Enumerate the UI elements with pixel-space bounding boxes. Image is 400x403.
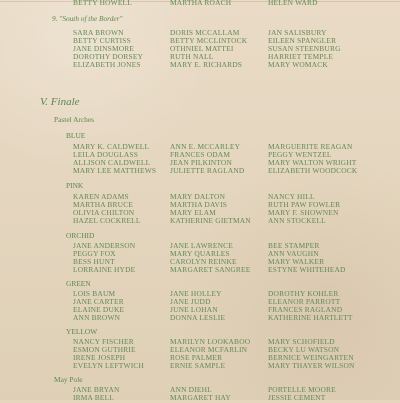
name-cell: ROSE PALMER xyxy=(170,353,223,362)
name-cell: KAREN ADAMS xyxy=(73,192,129,201)
name-cell: ERNIE SAMPLE xyxy=(170,361,226,370)
name-cell: ANN E. MCCARLEY xyxy=(170,142,241,151)
table-row xyxy=(0,265,400,275)
name-cell: MARY WALTON WRIGHT xyxy=(268,158,357,167)
name-cell: PEGGY WENTZEL xyxy=(268,150,332,159)
group-title-blue: BLUE xyxy=(66,131,86,140)
name-cell: LEILA DOUGLASS xyxy=(73,150,139,159)
finale-title: V. Finale xyxy=(40,96,80,108)
name-cell: ALLISON CALDWELL xyxy=(73,158,151,167)
name-cell: FRANCES ODAM xyxy=(170,150,231,159)
name-cell: BEE STAMPER xyxy=(268,241,320,250)
name-cell: JUNE LOHAN xyxy=(170,305,218,314)
name-cell: BECKY LU WATSON xyxy=(268,345,340,354)
table-row xyxy=(0,60,400,70)
name-cell: ELAINE DUKE xyxy=(73,305,125,314)
name-cell: NANCY HILL xyxy=(268,192,315,201)
name-cell: MARY F. SHOWNEN xyxy=(268,208,339,217)
name-cell: DOROTHY KOHLER xyxy=(268,289,339,298)
name-cell: RUTH NALL xyxy=(170,52,214,61)
name-cell: OLIVIA CHILTON xyxy=(73,208,135,217)
name-cell: MARTHA BRUCE xyxy=(73,200,134,209)
name-cell: LOIS BAUM xyxy=(73,289,116,298)
group-title-green: GREEN xyxy=(66,279,91,288)
name-cell: BESS HUNT xyxy=(73,257,115,266)
name-cell: JANE BRYAN xyxy=(73,385,120,394)
name-cell: MARTHA DAVIS xyxy=(170,200,228,209)
name-cell: BETTY MCCLINTOCK xyxy=(170,36,248,45)
name-cell: HELEN WARD xyxy=(268,0,318,7)
name-cell: MARY WOMACK xyxy=(268,60,328,69)
name-cell: MARY THAYER WILSON xyxy=(268,361,355,370)
finale-subtitle: Pastel Arches xyxy=(54,115,95,124)
name-cell: BETTY CURTISS xyxy=(73,36,131,45)
name-cell: DOROTHY DORSEY xyxy=(73,52,144,61)
name-cell: JAN SALISBURY xyxy=(268,28,327,37)
table-row xyxy=(0,393,400,403)
group-title-pink: PINK xyxy=(66,181,84,190)
section-title: 9. "South of the Border" xyxy=(52,14,123,23)
name-cell: ANN BROWN xyxy=(73,313,121,322)
name-cell: FRANCES RAGLAND xyxy=(268,305,343,314)
name-cell: SUSAN STEENBURG xyxy=(268,44,341,53)
name-cell: ESTYNE WHITEHEAD xyxy=(268,265,346,274)
name-cell: MARY E. RICHARDS xyxy=(170,60,243,69)
name-cell: DONNA LESLIE xyxy=(170,313,226,322)
name-cell: EVELYN LEFTWICH xyxy=(73,361,145,370)
name-cell: JANE HOLLEY xyxy=(170,289,222,298)
name-cell: JANE LAWRENCE xyxy=(170,241,233,250)
name-cell: KATHERINE HARTLETT xyxy=(268,313,353,322)
name-cell: NANCY FISCHER xyxy=(73,337,134,346)
name-cell: JESSIE CEMENT xyxy=(268,393,326,402)
name-cell: MARY WALKER xyxy=(268,257,325,266)
name-cell: MARGARET HAY xyxy=(170,393,231,402)
name-cell: JEAN PILKINTON xyxy=(170,158,232,167)
name-cell: MARILYN LOOKABOO xyxy=(170,337,251,346)
name-cell: MARY ELAM xyxy=(170,208,217,217)
name-cell: ANN DIEHL xyxy=(170,385,212,394)
name-cell: EILEEN SPANGLER xyxy=(268,36,337,45)
maypole-title: May Pole xyxy=(54,375,83,384)
name-cell: MARTHA ROACH xyxy=(170,0,232,7)
table-row xyxy=(0,361,400,371)
name-cell: SARA BROWN xyxy=(73,28,124,37)
name-cell: CAROLYN REINKE xyxy=(170,257,237,266)
name-cell: HAZEL COCKRELL xyxy=(73,216,141,225)
name-cell: ELIZABETH WOODCOCK xyxy=(268,166,358,175)
name-cell: ELEANOR PARROTT xyxy=(268,297,341,306)
name-cell: JULIETTE RAGLAND xyxy=(170,166,245,175)
name-cell: ANN VAUGHN xyxy=(268,249,319,258)
table-row xyxy=(0,166,400,176)
name-cell: BETTY HOWELL xyxy=(73,0,132,7)
name-cell: ANN STOCKELL xyxy=(268,216,326,225)
name-cell: JANE DINSMORE xyxy=(73,44,135,53)
name-cell: KATHERINE GIETMAN xyxy=(170,216,251,225)
name-cell: BERNICE WEINGARTEN xyxy=(268,353,354,362)
name-cell: ESMON GUTHRIE xyxy=(73,345,136,354)
name-cell: JANE ANDERSON xyxy=(73,241,136,250)
name-cell: DORIS MCCALLAM xyxy=(170,28,240,37)
name-cell: MARY SCHOFIELD xyxy=(268,337,335,346)
name-cell: RUTH PAW FOWLER xyxy=(268,200,341,209)
top-row xyxy=(0,0,400,8)
group-title-orchid: ORCHID xyxy=(66,231,95,240)
name-cell: MARY LEE MATTHEWS xyxy=(73,166,157,175)
name-cell: PORTELLE MOORE xyxy=(268,385,336,394)
group-title-yellow: YELLOW xyxy=(66,327,98,336)
name-cell: ELEANOR MCFARLIN xyxy=(170,345,248,354)
table-row xyxy=(0,216,400,226)
name-cell: PEGGY FOX xyxy=(73,249,116,258)
name-cell: JANE CARTER xyxy=(73,297,124,306)
name-cell: IRENE JOSEPH xyxy=(73,353,126,362)
name-cell: MARGUERITE REAGAN xyxy=(268,142,353,151)
name-cell: OTHNIEL MATTEI xyxy=(170,44,234,53)
name-cell: JANE JUDD xyxy=(170,297,211,306)
name-cell: HARRIET TEMPLE xyxy=(268,52,334,61)
name-cell: MARY DALTON xyxy=(170,192,226,201)
name-cell: MARY QUARLES xyxy=(170,249,230,258)
name-cell: IRMA BELL xyxy=(73,393,115,402)
name-cell: MARGARET SANGREE xyxy=(170,265,251,274)
name-cell: MARY K. CALDWELL xyxy=(73,142,150,151)
table-row xyxy=(0,313,400,323)
name-cell: LORRAINE HYDE xyxy=(73,265,136,274)
name-cell: ELIZABETH JONES xyxy=(73,60,141,69)
